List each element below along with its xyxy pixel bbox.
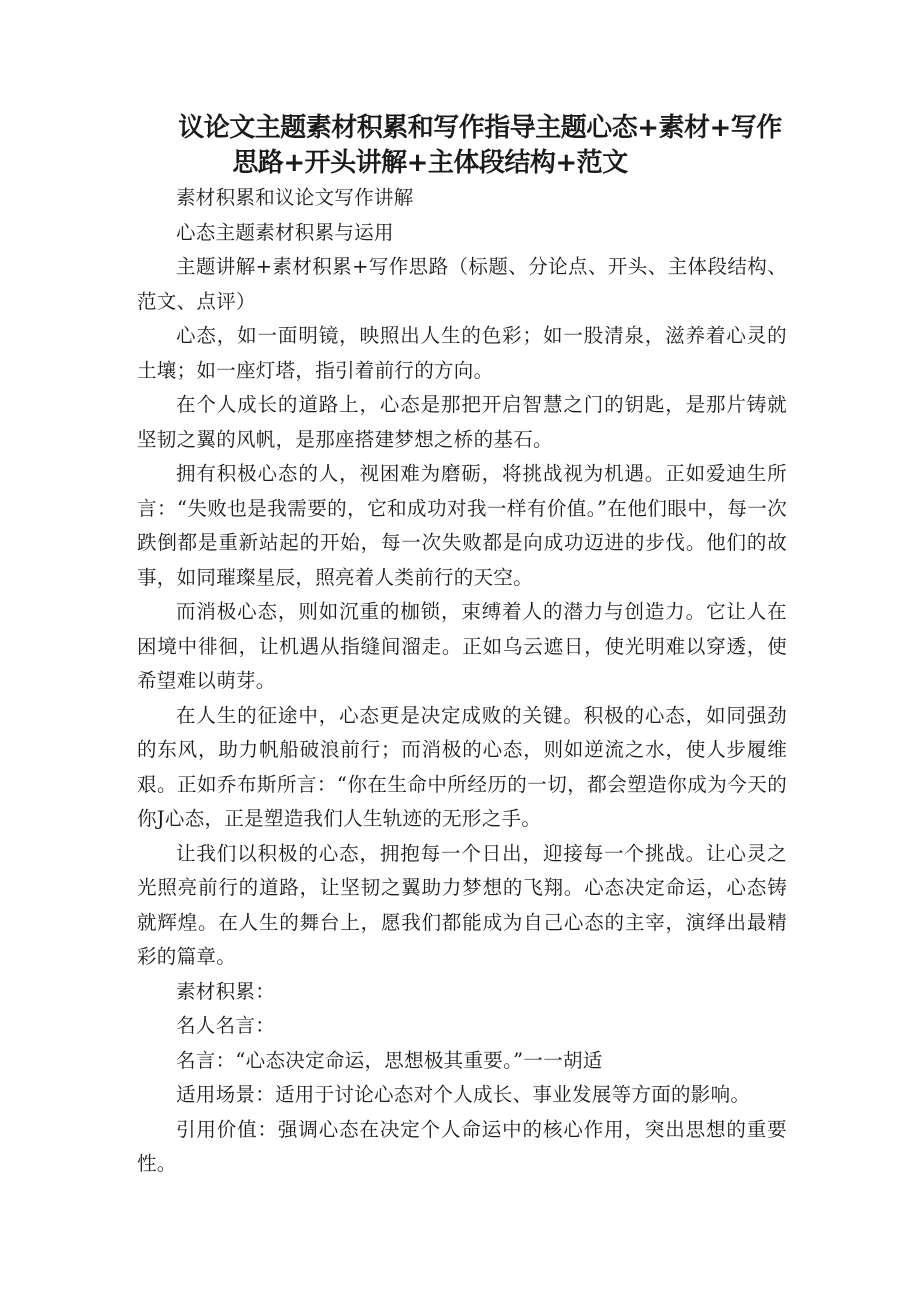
body-paragraph: 心态，如一面明镜，映照出人生的色彩；如一股清泉，滋养着心灵的土壤；如一座灯塔，指引着前行的方向。	[137, 324, 787, 382]
body-paragraph: 在人生的征途中，心态更是决定成败的关键。积极的心态，如同强劲的东风，助力帆船破浪前行；而消极的心态，则如逆流之水，使人步履维艰。正如乔布斯所言：“你在生命中所经历的一切，都会塑造你成为今天的你J心态，正是塑造我们人生轨迹的无形之手。	[137, 703, 787, 830]
quote-paragraph: 名言：“心态决定命运，思想极其重要。”一一胡适	[176, 1048, 603, 1072]
subtitle-paragraph: 心态主题素材积累与运用	[176, 220, 394, 244]
document-title-line-2: 思路+开头讲解+主体段结构+范文	[232, 148, 628, 178]
subtitle-paragraph: 素材积累和议论文写作讲解	[176, 186, 414, 209]
body-paragraph: 拥有积极心态的人，视困难为磨砺，将挑战视为机遇。正如爱迪生所言：“失败也是我需要的，它和成功对我一样有价值。”在他们眼中，每一次跌倒都是重新站起的开始，每一次失败都是向成功迈进的步伐。他们的故事，如同璀璨星辰，照亮着人类前行的天空。	[137, 462, 787, 589]
document-title-line-1: 议论文主题素材积累和写作指导主题心态+素材+写作	[178, 113, 782, 143]
body-paragraph: 而消极心态，则如沉重的枷锁，束缚着人的潜力与创造力。它让人在困境中徘徊，让机遇从指缝间溜走。正如乌云遮日，使光明难以穿透，使希望难以萌芽。	[137, 600, 787, 692]
usage-paragraph: 适用场景：适用于讨论心态对个人成长、事业发展等方面的影响。	[176, 1083, 751, 1106]
outline-paragraph: 主题讲解+素材积累+写作思路（标题、分论点、开头、主体段结构、范文、点评）	[137, 255, 787, 313]
body-paragraph: 让我们以积极的心态，拥抱每一个日出，迎接每一个挑战。让心灵之光照亮前行的道路，让坚韧之翼助力梦想的飞翔。心态决定命运，心态铸就辉煌。在人生的舞台上，愿我们都能成为自己心态的主宰，演绎出最精彩的篇章。	[137, 841, 787, 968]
value-paragraph: 引用价值：强调心态在决定个人命运中的核心作用，突出思想的重要性。	[137, 1117, 787, 1175]
document-body	[137, 181, 787, 1182]
body-paragraph: 在个人成长的道路上，心态是那把开启智慧之门的钥匙，是那片铸就坚韧之翼的风帆，是那座搭建梦想之桥的基石。	[137, 393, 787, 451]
section-heading: 名人名言：	[176, 1014, 276, 1037]
section-heading: 素材积累：	[176, 979, 276, 1003]
